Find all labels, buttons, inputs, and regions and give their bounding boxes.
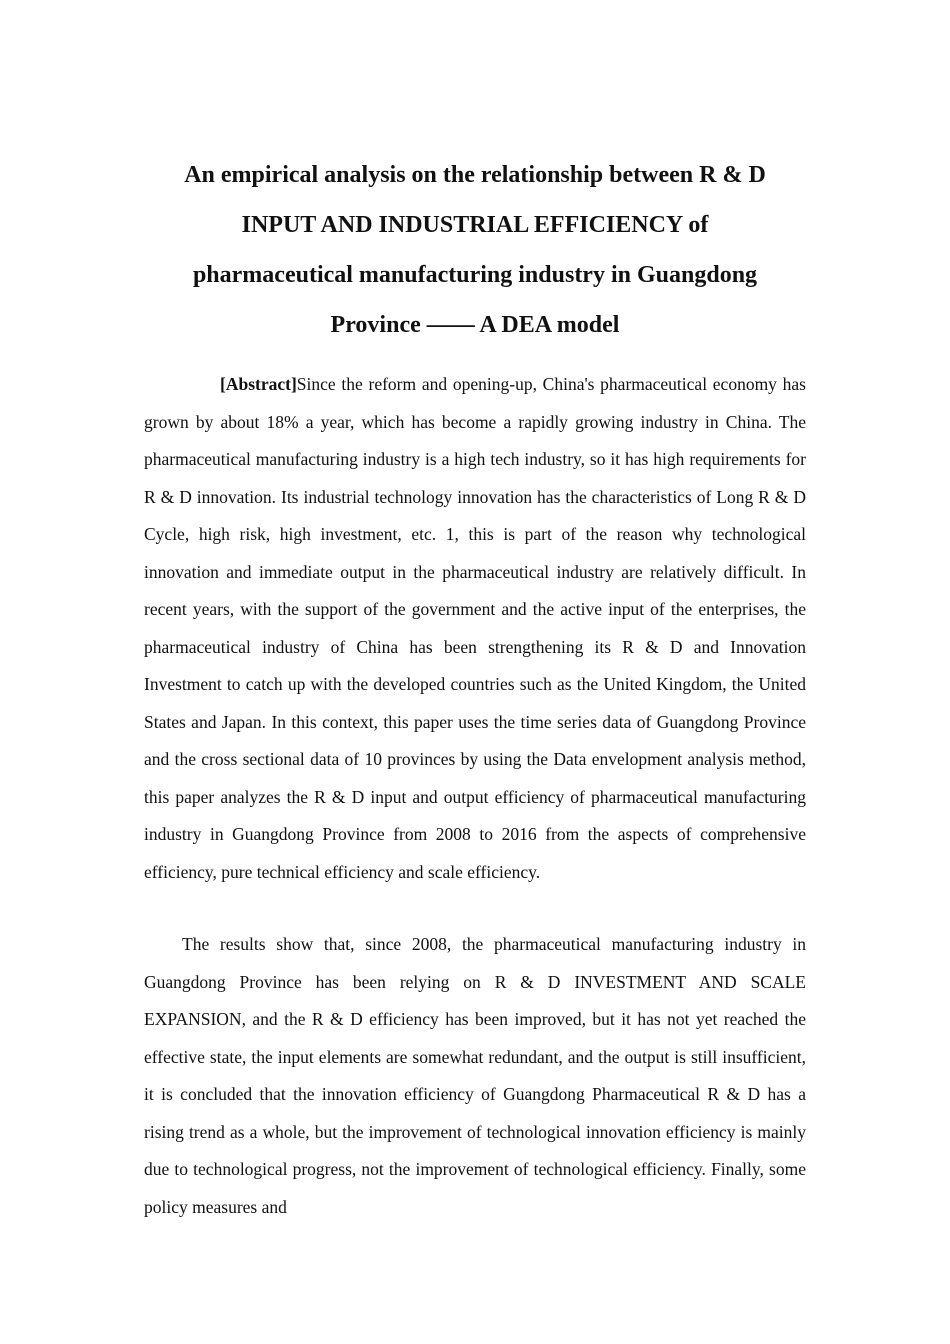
- abstract-label: [Abstract]: [220, 374, 297, 394]
- title-line-4: Province —— A DEA model: [330, 312, 620, 338]
- title-line-2: INPUT AND INDUSTRIAL EFFICIENCY of: [241, 212, 709, 238]
- results-text: The results show that, since 2008, the pharmaceutical manufacturing industry in Guangdong Province has been relying on R & D INVESTMENT AND SCALE EXPANSION, and the R & D efficiency has been improved, but it has not yet reached the effective state, the input elements are somewhat redundant, and the output is still insufficient, it is concluded that the innovation efficiency of Guangdong Pharmaceutical R & D has a rising trend as a whole, but the improvement of technological innovation efficiency is mainly due to technological progress, not the improvement of technological efficiency. Finally, some policy measures and: [144, 934, 806, 1217]
- paper-title: [140, 150, 810, 350]
- title-line-1: An empirical analysis on the relationship between R & D: [184, 162, 766, 188]
- abstract-paragraph: [144, 366, 806, 891]
- results-paragraph: [144, 926, 806, 1226]
- abstract-text: Since the reform and opening-up, China's pharmaceutical economy has grown by about 18% a year, which has become a rapidly growing industry in China. The pharmaceutical manufacturing industry is a high tech industry, so it has high requirements for R & D innovation. Its industrial technology innovation has the characteristics of Long R & D Cycle, high risk, high investment, etc. 1, this is part of the reason why technological innovation and immediate output in the pharmaceutical industry are relatively difficult. In recent years, with the support of the government and the active input of the enterprises, the pharmaceutical industry of China has been strengthening its R & D and Innovation Investment to catch up with the developed countries such as the United Kingdom, the United States and Japan. In this context, this paper uses the time series data of Guangdong Province and the cross sectional data of 10 provinces by using the Data envelopment analysis method, this paper analyzes the R & D input and output efficiency of pharmaceutical manufacturing industry in Guangdong Province from 2008 to 2016 from the aspects of comprehensive efficiency, pure technical efficiency and scale efficiency.: [144, 374, 806, 882]
- title-line-3: pharmaceutical manufacturing industry in Guangdong: [192, 262, 758, 288]
